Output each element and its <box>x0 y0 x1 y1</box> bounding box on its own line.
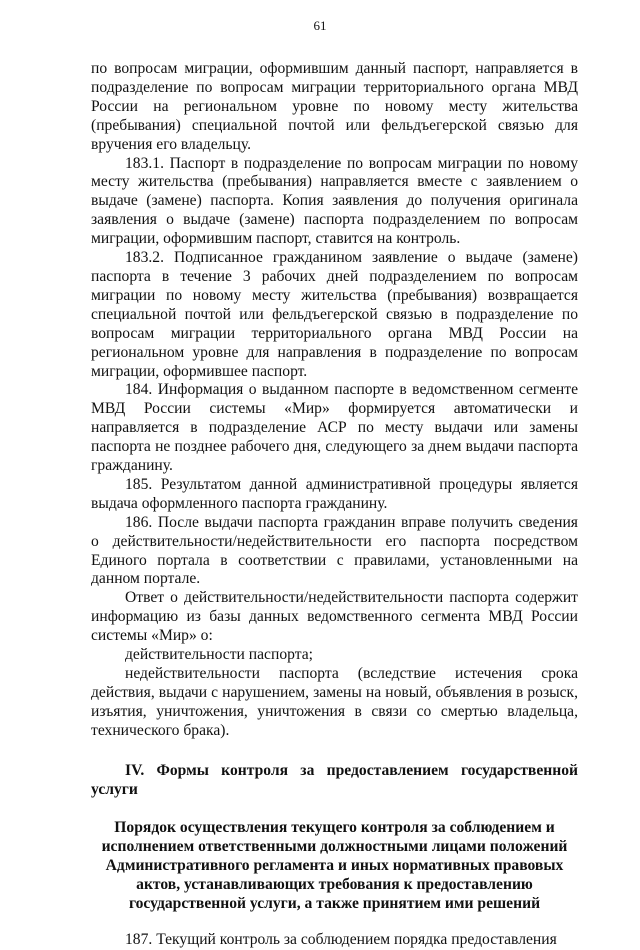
page-number: 61 <box>313 18 327 33</box>
paragraph-183-1: 183.1. Паспорт в подразделение по вопросам миграции по новому месту жительства (пребывания) направляется вместе с заявлением о выдаче (замене) паспорта. Копия заявления до получения оригинала заявления о выдаче (замене) паспорта подразделением по вопросам миграции, оформившим паспорт, ставится на контроль. <box>91 154 578 248</box>
paragraph-184: 184. Информация о выданном паспорте в ведомственном сегменте МВД России системы «Мир» формируется автоматически и направляется в подразделение АСР по месту выдачи или замены паспорта не позднее рабочего дня, следующего за днем выдачи паспорта гражданину. <box>91 381 578 475</box>
paragraph-185: 185. Результатом данной административной процедуры является выдача оформленного паспорта гражданину. <box>91 475 578 512</box>
paragraph-continuation: по вопросам миграции, оформившим данный паспорт, направляется в подразделение по вопросам миграции территориального органа МВД России на региональном уровне по новому месту жительства (пребывания) специальной почтой или фельдъегерской связью для вручения его владельцу. <box>91 60 578 153</box>
paragraph-187: 187. Текущий контроль за соблюдением порядка предоставления <box>125 930 557 948</box>
sub-heading: Порядок осуществления текущего контроля за соблюдением и исполнением ответственными должностными лицами положений Административного регламента и иных нормативных правовых актов, устанавливающих требования к предоставлению государственной услуги, а также принятием ими решений <box>101 818 568 912</box>
list-item-invalid: недействительности паспорта (вследствие истечения срока действия, выдачи с нарушением, замены на новый, объявления в розыск, изъятия, уничтожения, уничтожения в связи со смертью владельца, технического брака). <box>91 665 578 739</box>
section-heading: IV. Формы контроля за предоставлением государственной услуги <box>91 761 578 799</box>
paragraph-186: 186. После выдачи паспорта гражданин вправе получить сведения о действительности/недействительности его паспорта посредством Единого портала в соответствии с правилами, установленными на данном портале. <box>91 513 578 588</box>
paragraph-183-2: 183.2. Подписанное гражданином заявление о выдаче (замене) паспорта в течение 3 рабочих дней подразделением по вопросам миграции по новому месту жительства (пребывания) возвращается специальной почтой или фельдъегерской связью в подразделение по вопросам миграции территориального органа МВД России на региональном уровне для направления в подразделение по вопросам миграции, оформившее паспорт. <box>91 249 578 380</box>
list-item-valid: действительности паспорта; <box>125 646 313 664</box>
paragraph-answer: Ответ о действительности/недействительности паспорта содержит информацию из базы данных ведомственного сегмента МВД России системы «Мир» о: <box>91 589 578 645</box>
document-body <box>91 60 578 950</box>
